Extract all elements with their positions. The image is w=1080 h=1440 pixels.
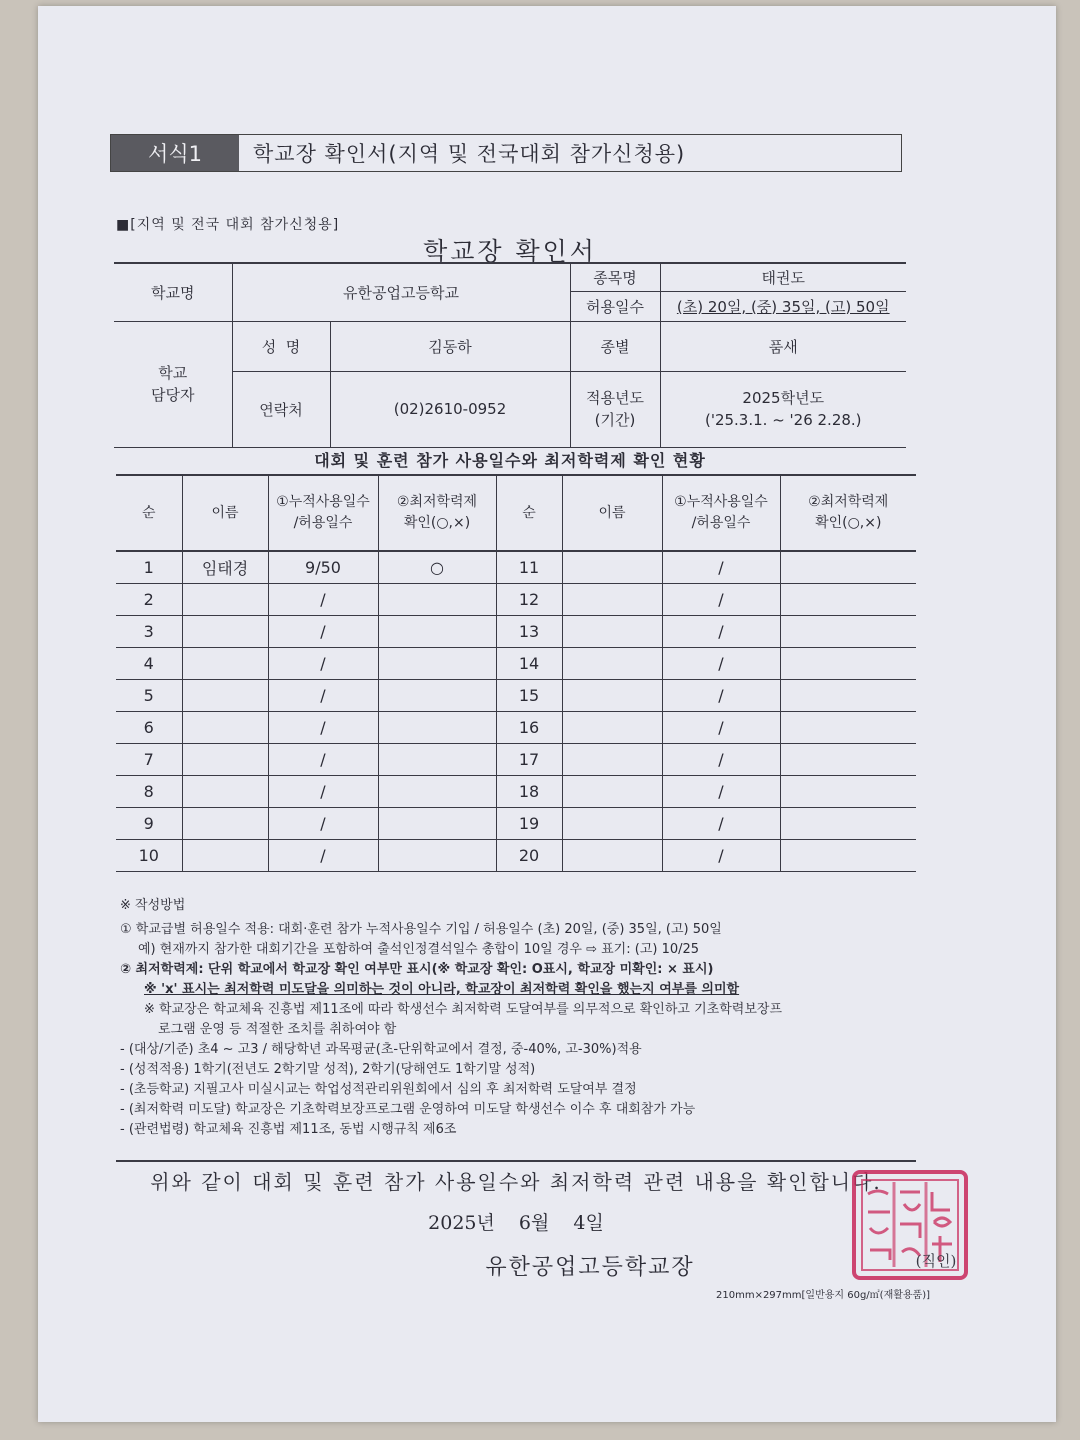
cell-name [562, 680, 662, 712]
cell-name [182, 584, 268, 616]
table-row [116, 712, 916, 744]
allowed-days-value: (초) 20일, (중) 35일, (고) 50일 [660, 291, 906, 321]
contact-person-label: 학교 담당자 [114, 321, 232, 447]
cell-check [780, 808, 916, 840]
form-header-title: 학교장 확인서(지역 및 전국대회 참가신청용) [253, 142, 686, 166]
cell-no: 2 [116, 584, 182, 616]
cell-no: 20 [496, 840, 562, 872]
cell-check [780, 648, 916, 680]
header-name: 이름 [182, 475, 268, 551]
note-allowed-days: ① 학교급별 허용일수 적용: 대회·훈련 참가 누적사용일수 기입 / 허용일수 (초) 20일, (중) 35일, (고) 50일 [120, 922, 722, 937]
name-value: 김동하 [330, 321, 570, 371]
cell-name [562, 744, 662, 776]
cell-name [562, 776, 662, 808]
cell-check [378, 648, 496, 680]
table-row [116, 616, 916, 648]
principal-signature: 유한공업고등학교장 [485, 1255, 695, 1280]
event-value: 태권도 [660, 263, 906, 291]
note-min-academic-meaning: ※ 'x' 표시는 최저학력 미도달을 의미하는 것이 아니라, 학교장이 최저학력 확인을 했는지 여부를 의미함 [144, 982, 740, 997]
cell-name [182, 616, 268, 648]
cell-check [378, 808, 496, 840]
confirmation-statement: 위와 같이 대회 및 훈련 참가 사용일수와 최저학력 관련 내용을 확인합니다. [150, 1170, 882, 1194]
cell-days: / [662, 551, 780, 584]
cell-days: / [662, 808, 780, 840]
section-label: ■[지역 및 전국 대회 참가신청용] [116, 217, 340, 233]
header-days: ①누적사용일수 /허용일수 [268, 475, 378, 551]
cell-name [182, 744, 268, 776]
cell-no: 12 [496, 584, 562, 616]
cell-no: 11 [496, 551, 562, 584]
note-not-reached: - (최저학력 미도달) 학교장은 기초학력보장프로그램 운영하여 미도달 학생선수 이수 후 대회참가 가능 [120, 1102, 696, 1117]
school-name-value: 유한공업고등학교 [232, 263, 570, 321]
category-value: 품새 [660, 321, 906, 371]
note-allowed-days-example: 예) 현재까지 참가한 대회기간을 포함하여 출석인정결석일수 총합이 10일 경우 ⇨ 표기: (고) 10/25 [138, 942, 700, 957]
official-seal-stamp [824, 1132, 974, 1282]
cell-days: / [662, 648, 780, 680]
cell-name [182, 776, 268, 808]
form-number-tag: 서식1 [111, 135, 239, 171]
note-related-law: - (관련법령) 학교체육 진흥법 제11조, 동법 시행규칙 제6조 [120, 1122, 457, 1137]
cell-no: 5 [116, 680, 182, 712]
allowed-days-label: 허용일수 [570, 291, 660, 321]
cell-days: / [662, 840, 780, 872]
cell-name [562, 840, 662, 872]
cell-check [780, 744, 916, 776]
note-min-academic: ② 최저학력제: 단위 학교에서 학교장 확인 여부만 표시(※ 학교장 확인: O표시, 학교장 미확인: × 표시) [120, 962, 714, 977]
header-check: ②최저학력제 확인(○,×) [780, 475, 916, 551]
cell-check [378, 680, 496, 712]
form-header [110, 134, 902, 172]
note-elementary: - (초등학교) 지필고사 미실시교는 학업성적관리위원회에서 심의 후 최저학력 도달여부 결정 [120, 1082, 637, 1097]
cell-days: / [268, 648, 378, 680]
table-row [116, 648, 916, 680]
cell-days: 9/50 [268, 551, 378, 584]
category-label: 종별 [570, 321, 660, 371]
cell-no: 14 [496, 648, 562, 680]
note-principal-duty: ※ 학교장은 학교체육 진흥법 제11조에 따라 학생선수 최저학력 도달여부를 의무적으로 확인하고 기초학력보장프 [144, 1002, 783, 1017]
cell-days: / [268, 840, 378, 872]
cell-no: 6 [116, 712, 182, 744]
cell-check [780, 551, 916, 584]
header-days: ①누적사용일수 /허용일수 [662, 475, 780, 551]
cell-days: / [268, 616, 378, 648]
cell-days: / [268, 744, 378, 776]
year-value: 2025학년도 ('25.3.1. ~ '26 2.28.) [660, 371, 906, 447]
table-row [116, 680, 916, 712]
cell-name [562, 808, 662, 840]
cell-check [378, 840, 496, 872]
status-caption: 대회 및 훈련 참가 사용일수와 최저학력제 확인 현황 [314, 451, 706, 470]
cell-check [780, 584, 916, 616]
table-row [116, 808, 916, 840]
cell-name [562, 551, 662, 584]
cell-days: / [662, 712, 780, 744]
document-title: 학교장 확인서 [423, 237, 597, 266]
phone-label: 연락처 [232, 371, 330, 447]
cell-no: 4 [116, 648, 182, 680]
paper-spec: 210mm×297mm[일반용지 60g/㎡(재활용품)] [716, 1290, 931, 1301]
note-grade-application: - (성적적용) 1학기(전년도 2학기말 성적), 2학기(당해연도 1학기말 성적) [120, 1062, 536, 1077]
cell-no: 18 [496, 776, 562, 808]
cell-check [378, 776, 496, 808]
notes-heading: ※ 작성방법 [120, 898, 186, 913]
cell-check [780, 712, 916, 744]
cell-name [562, 616, 662, 648]
cell-days: / [662, 680, 780, 712]
cell-days: / [268, 680, 378, 712]
school-name-label: 학교명 [114, 263, 232, 321]
note-principal-duty-cont: 로그램 운영 등 적절한 조치를 취하여야 함 [158, 1022, 397, 1037]
cell-no: 19 [496, 808, 562, 840]
cell-days: / [268, 712, 378, 744]
cell-no: 15 [496, 680, 562, 712]
cell-no: 13 [496, 616, 562, 648]
cell-no: 16 [496, 712, 562, 744]
cell-days: / [662, 776, 780, 808]
event-label: 종목명 [570, 263, 660, 291]
header-no: 순 [496, 475, 562, 551]
cell-name: 임태경 [182, 551, 268, 584]
cell-no: 1 [116, 551, 182, 584]
cell-check [378, 712, 496, 744]
year-label: 적용년도 (기간) [570, 371, 660, 447]
table-row [116, 840, 916, 872]
cell-check: ○ [378, 551, 496, 584]
confirmation-date: 2025년 6월 4일 [428, 1212, 604, 1234]
cell-check [378, 616, 496, 648]
table-row [116, 551, 916, 584]
cell-days: / [662, 616, 780, 648]
header-no: 순 [116, 475, 182, 551]
cell-days: / [268, 808, 378, 840]
cell-check [780, 840, 916, 872]
note-target-criteria: - (대상/기준) 초4 ~ 고3 / 해당학년 과목평균(초-단위학교에서 결정, 중-40%, 고-30%)적용 [120, 1042, 642, 1057]
cell-name [182, 680, 268, 712]
cell-days: / [662, 744, 780, 776]
cell-no: 10 [116, 840, 182, 872]
cell-days: / [268, 776, 378, 808]
table-row [116, 744, 916, 776]
school-info-table [114, 262, 906, 448]
cell-name [562, 712, 662, 744]
cell-no: 7 [116, 744, 182, 776]
status-table [116, 474, 916, 872]
cell-name [182, 712, 268, 744]
cell-no: 3 [116, 616, 182, 648]
cell-no: 8 [116, 776, 182, 808]
cell-name [182, 808, 268, 840]
cell-days: / [268, 584, 378, 616]
header-check: ②최저학력제 확인(○,×) [378, 475, 496, 551]
cell-check [780, 680, 916, 712]
cell-check [378, 584, 496, 616]
cell-days: / [662, 584, 780, 616]
table-row [116, 776, 916, 808]
cell-check [780, 616, 916, 648]
header-name: 이름 [562, 475, 662, 551]
cell-check [780, 776, 916, 808]
cell-name [182, 648, 268, 680]
confirm-divider [116, 1160, 916, 1162]
writing-instructions [120, 896, 920, 1140]
phone-value: (02)2610-0952 [330, 371, 570, 447]
cell-name [182, 840, 268, 872]
cell-no: 17 [496, 744, 562, 776]
cell-name [562, 648, 662, 680]
seal-label: (직인) [915, 1252, 957, 1270]
cell-name [562, 584, 662, 616]
table-row [116, 584, 916, 616]
cell-check [378, 744, 496, 776]
cell-no: 9 [116, 808, 182, 840]
name-label: 성 명 [232, 321, 330, 371]
